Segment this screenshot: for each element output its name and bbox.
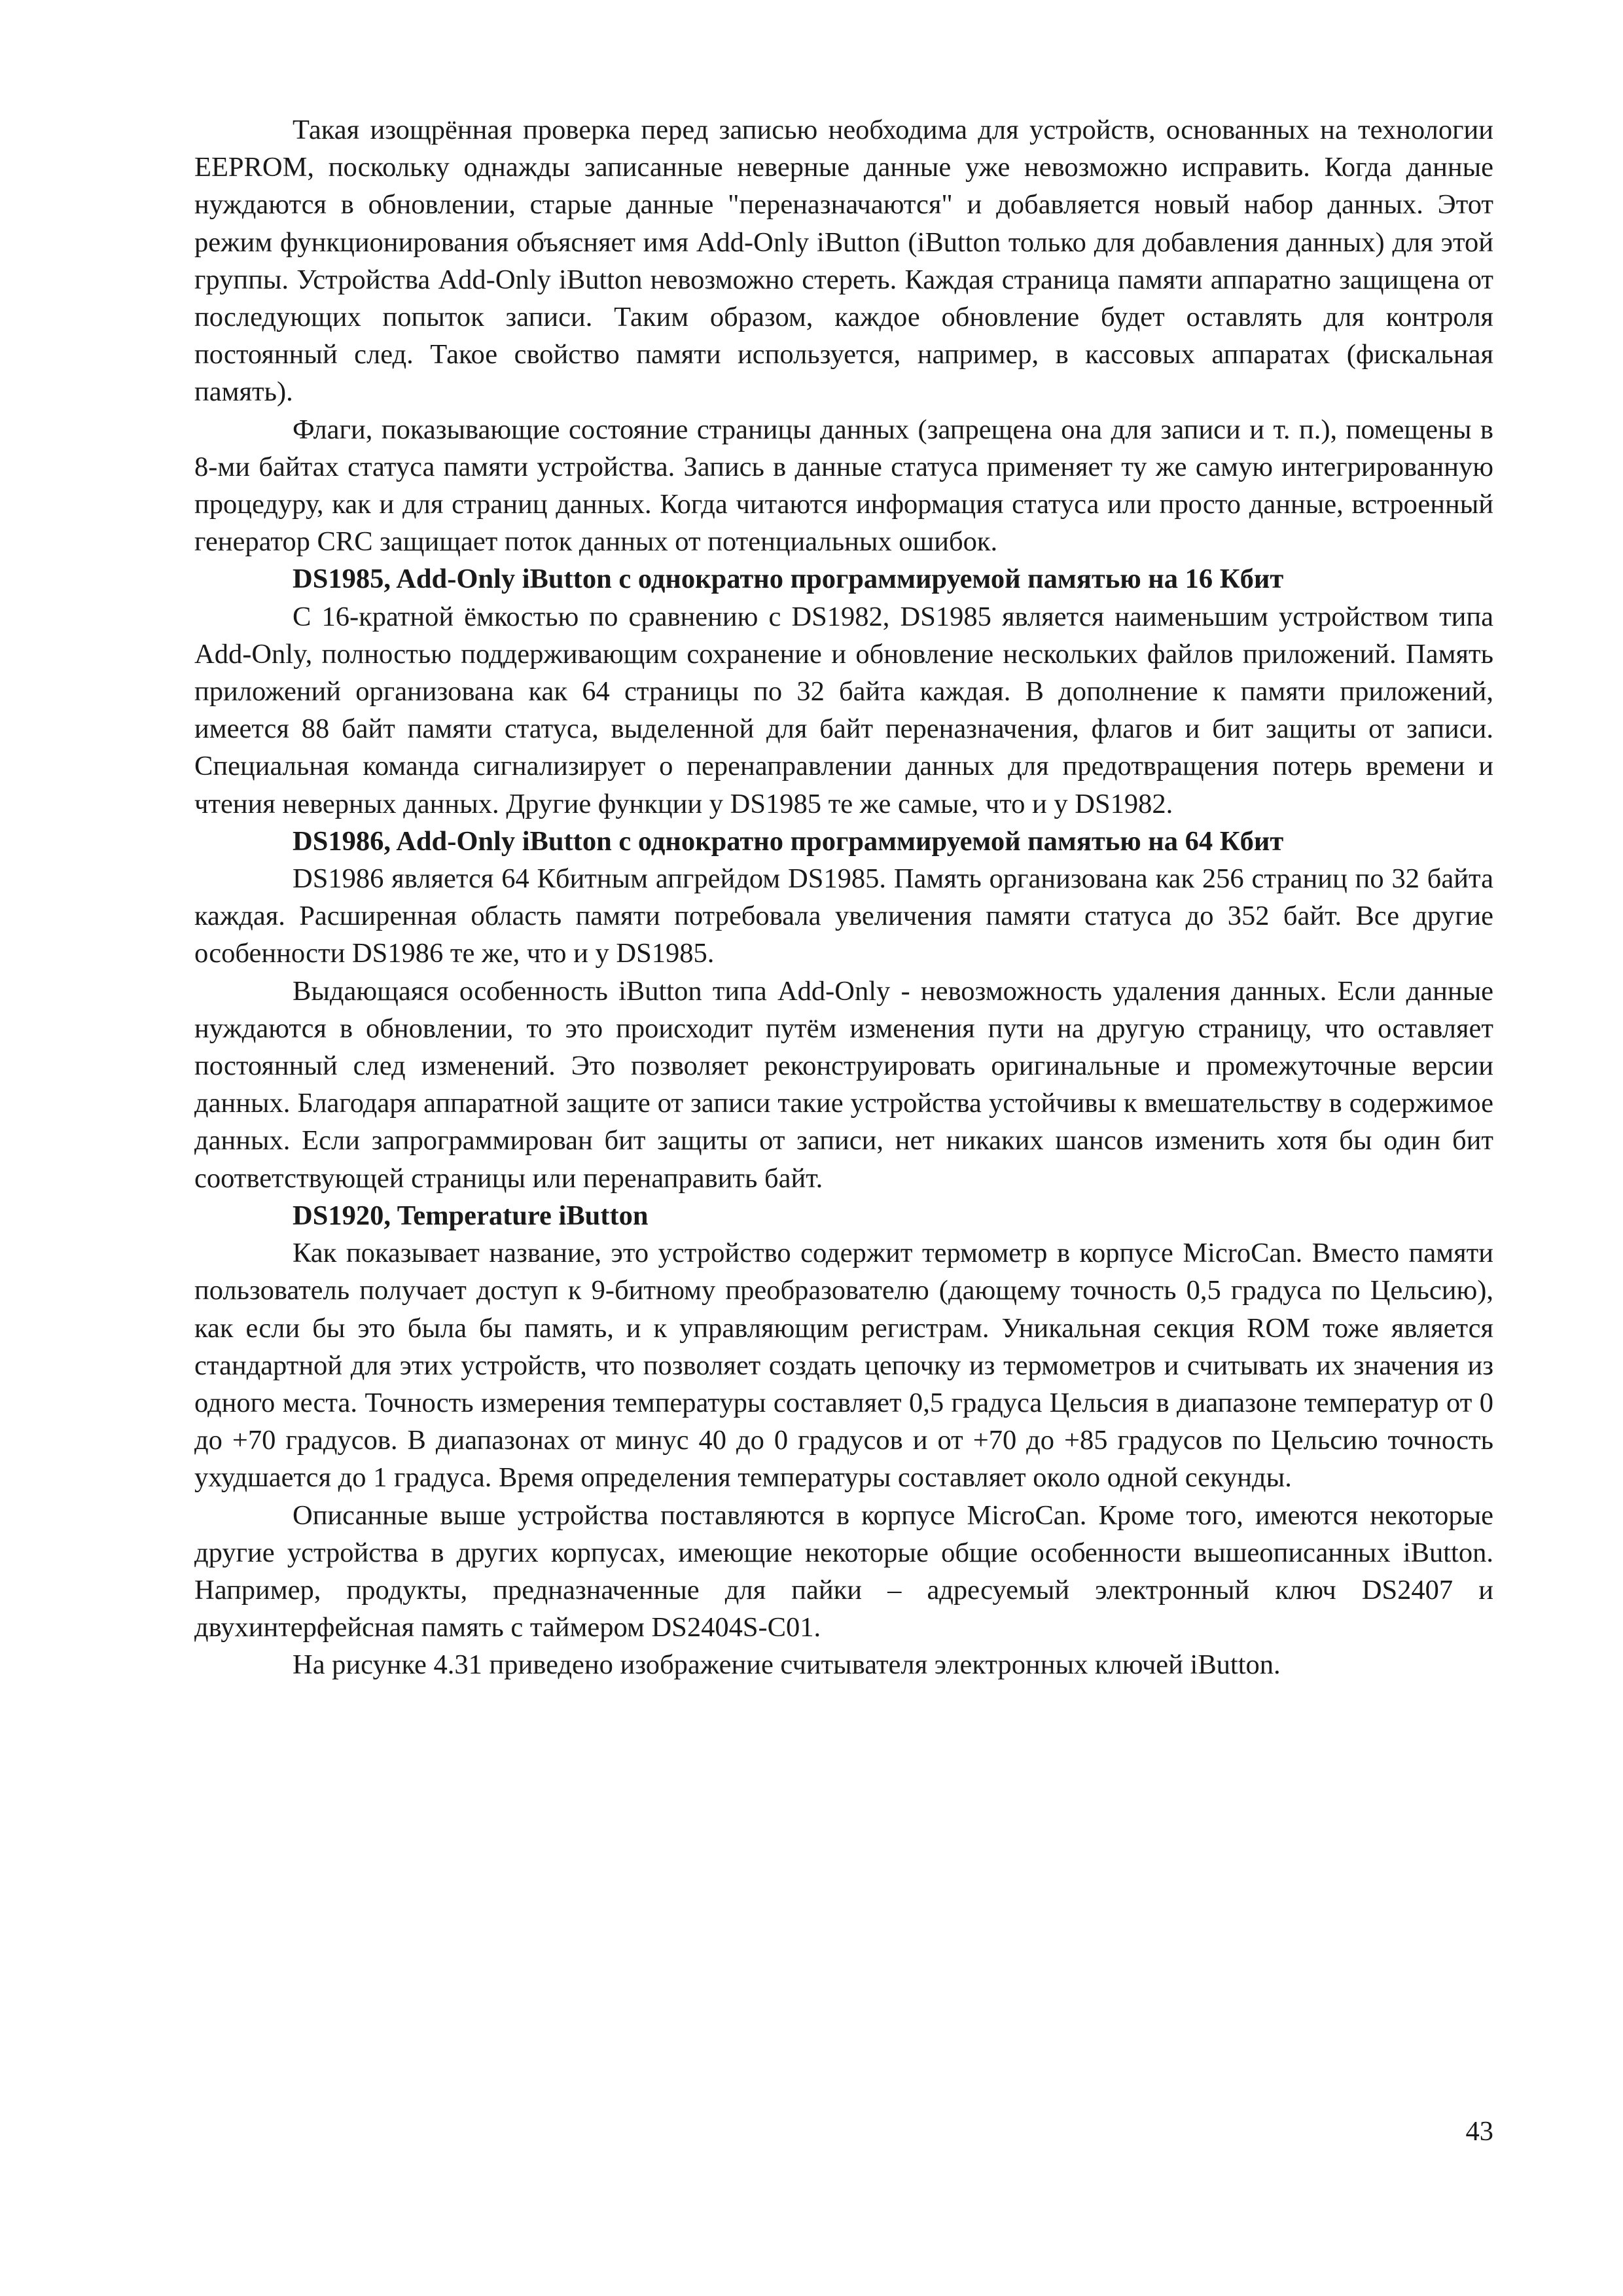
paragraph-figure-reference: На рисунке 4.31 приведено изображение считывателя электронных ключей iButton. [293,1649,1281,1681]
page-number: 43 [1465,2116,1493,2147]
paragraph-ds1985: С 16-кратной ёмкостью по сравнению с DS1982, DS1985 является наименьшим устройством типа Add-Only, полностью поддерживающим сохранение и обновление нескольких файлов приложений. Память приложений организована как 64 страницы по 32 байта каждая. В дополнение к памяти приложений, имеется 88 байт памяти статуса, выделенной для байт переназначения, флагов и бит защиты от записи. Специальная команда сигнализирует о перенаправлении данных для предотвращения потерь времени и чтения неверных данных. Другие функции у DS1985 те же самые, что и у DS1982. [194,601,1493,819]
paragraph-eeprom-check: Такая изощрённая проверка перед записью необходима для устройств, основанных на технологии EEPROM, поскольку однажды записанные неверные данные уже невозможно исправить. Когда данные нуждаются в обновлении, старые данные "переназначаются" и добавляется новый набор данных. Этот режим функционирования объясняет имя Add-Only iButton (iButton только для добавления данных) для этой группы. Устройства Add-Only iButton невозможно стереть. Каждая страница памяти аппаратно защищена от последующих попыток записи. Таким образом, каждое обновление будет оставлять для контроля постоянный след. Такое свойство памяти используется, например, в кассовых аппаратах (фискальная память). [194,115,1493,408]
paragraph-ds1986: DS1986 является 64 Кбитным апгрейдом DS1985. Память организована как 256 страниц по 32 байта каждая. Расширенная область памяти потребовала увеличения памяти статуса до 352 байт. Все другие особенности DS1986 те же, что и у DS1985. [194,863,1493,969]
heading-ds1986: DS1986, Add-Only iButton с однократно программируемой памятью на 64 Кбит [293,825,1284,857]
heading-ds1985: DS1985, Add-Only iButton с однократно программируемой памятью на 16 Кбит [293,564,1284,595]
paragraph-other-devices: Описанные выше устройства поставляются в корпусе MicroCan. Кроме того, имеются некоторые другие устройства в других корпусах, имеющие некоторые общие особенности вышеописанных iButton. Например, продукты, предназначенные для пайки – адресуемый электронный ключ DS2407 и двухинтерфейсная память с таймером DS2404S-C01. [194,1499,1493,1643]
paragraph-ds1920: Как показывает название, это устройство содержит термометр в корпусе MicroCan. Вместо памяти пользователь получает доступ к 9-битному преобразователю (дающему точность 0,5 градуса по Цельсию), как если бы это была бы память, и к управляющим регистрам. Уникальная секция ROM тоже является стандартной для этих устройств, что позволяет создать цепочку из термометров и считывать их значения из одного места. Точность измерения температуры составляет 0,5 градуса Цельсия в диапазоне температур от 0 до +70 градусов. В диапазонах от минус 40 до 0 градусов и от +70 до +85 градусов по Цельсию точность ухудшается до 1 градуса. Время определения температуры составляет около одной секунды. [194,1238,1493,1494]
heading-ds1920: DS1920, Temperature iButton [293,1200,649,1231]
page-body [194,111,1493,1684]
paragraph-add-only-feature: Выдающаяся особенность iButton типа Add-Only - невозможность удаления данных. Если данные нуждаются в обновлении, то это происходит путём изменения пути на другую страницу, что оставляет постоянный след изменений. Это позволяет реконструировать оригинальные и промежуточные версии данных. Благодаря аппаратной защите от записи такие устройства устойчивы к вмешательству в содержимое данных. Если запрограммирован бит защиты от записи, нет никаких шансов изменить хотя бы один бит соответствующей страницы или перенаправить байт. [194,975,1493,1194]
paragraph-status-flags: Флаги, показывающие состояние страницы данных (запрещена она для записи и т. п.), помещены в 8-ми байтах статуса памяти устройства. Запись в данные статуса применяет ту же самую интегрированную процедуру, как и для страниц данных. Когда читаются информация статуса или просто данные, встроенный генератор CRC защищает поток данных от потенциальных ошибок. [194,414,1493,558]
